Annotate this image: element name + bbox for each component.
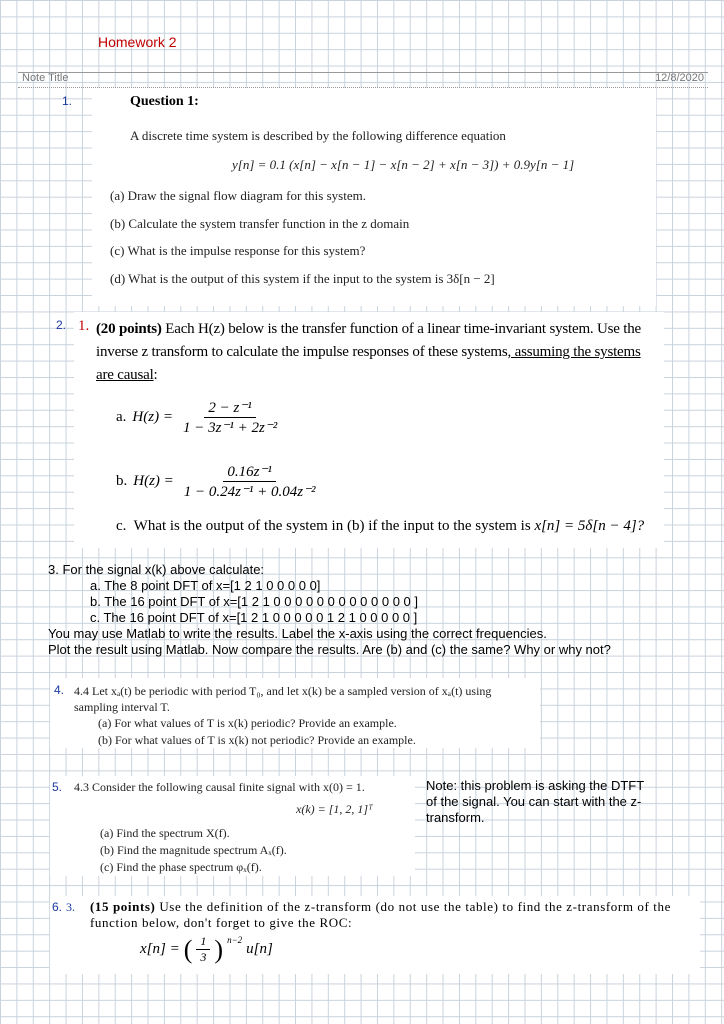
question-5-text: 4.3 Consider the following causal finite signal with x(0) = 1. xyxy=(74,780,365,794)
question-5-equation: x(k) = [1, 2, 1]ᵀ xyxy=(296,802,373,816)
right-paren: ) xyxy=(214,934,224,964)
question-3-b: b. The 16 point DFT of x=[1 2 1 0 0 0 0 0 0 0 0 0 0 0 0 0 ] xyxy=(90,594,418,609)
question-5-c: (c) Find the phase spectrum φₓ(f). xyxy=(100,860,262,874)
question-1-number: 1. xyxy=(62,94,73,108)
question-2-number: 2. xyxy=(56,318,67,332)
question-6-frac-num: 1 xyxy=(196,934,210,950)
part-a-fraction xyxy=(179,398,281,437)
question-6-body: Use the definition of the z-transform (do not use the table) to find the z-transform of the function below, don't forget to give the ROC: xyxy=(90,899,671,930)
part-a-lhs: H(z) = xyxy=(132,409,173,425)
question-3 xyxy=(48,562,611,658)
question-3-intro: 3. For the signal x(k) above calculate: xyxy=(48,562,265,577)
question-3-a: a. The 8 point DFT of x=[1 2 1 0 0 0 0 0] xyxy=(90,578,321,593)
question-6-frac-den: 3 xyxy=(200,950,207,964)
question-2-text xyxy=(96,318,656,387)
question-2-part-a xyxy=(116,398,281,437)
question-2-body: Each H(z) below is the transfer function of a linear time-invariant system. Use the inverse z transform to calculate the impulse responses of these systems xyxy=(96,321,642,360)
question-6-lhs: x[n] = xyxy=(140,941,180,957)
question-2-marker: 1. xyxy=(78,318,90,334)
question-1-part-b: (b) Calculate the system transfer function in the z domain xyxy=(110,216,410,231)
question-6-text xyxy=(90,899,690,931)
question-4-number: 4. xyxy=(54,683,65,697)
question-2-part-c xyxy=(116,518,644,535)
question-2-underlined: , assuming the systems are causal xyxy=(96,344,641,383)
left-paren: ( xyxy=(183,934,193,964)
part-a-numerator: 2 − z⁻¹ xyxy=(204,398,255,418)
question-6-fraction xyxy=(196,934,210,965)
part-b-fraction xyxy=(180,462,320,501)
part-b-label: b. xyxy=(116,473,128,489)
question-1-part-d: (d) What is the output of this system if the input to the system is 3δ[n − 2] xyxy=(110,271,495,286)
note-date: 12/8/2020 xyxy=(655,72,704,84)
part-c-label: c. xyxy=(116,518,127,534)
question-6-marker: 3. xyxy=(66,900,75,914)
question-5-number: 5. xyxy=(52,780,63,794)
question-4-text: 4.4 Let xₐ(t) be periodic with period T₀, and let x(k) be a sampled version of xₐ(t) using sampling interval T. xyxy=(74,684,492,714)
question-3-line1: You may use Matlab to write the results. Label the x-axis using the correct frequencies. xyxy=(48,626,547,641)
question-2-part-b xyxy=(116,462,320,501)
question-6-points: (15 points) xyxy=(90,899,156,914)
question-4-b: (b) For what values of T is x(k) not periodic? Provide an example. xyxy=(98,733,416,747)
question-5-a: (a) Find the spectrum X(f). xyxy=(100,826,230,840)
question-1-part-c: (c) What is the impulse response for this system? xyxy=(110,243,366,258)
part-b-numerator: 0.16z⁻¹ xyxy=(223,462,276,482)
question-1-intro: A discrete time system is described by the following difference equation xyxy=(130,128,506,143)
question-2-points: (20 points) xyxy=(96,321,162,337)
question-2-colon: : xyxy=(153,367,158,383)
part-a-label: a. xyxy=(116,409,127,425)
question-1-equation: y[n] = 0.1 (x[n] − x[n − 1] − x[n − 2] + x[n − 3]) + 0.9y[n − 1] xyxy=(232,157,575,172)
question-6-exponent: n−2 xyxy=(227,934,243,945)
question-3-c: c. The 16 point DFT of x=[1 2 1 0 0 0 0 0 1 2 1 0 0 0 0 0 ] xyxy=(90,610,418,625)
page-title: Homework 2 xyxy=(98,34,177,50)
note-title-label: Note Title xyxy=(22,72,69,84)
question-5-note: Note: this problem is asking the DTFT of the signal. You can start with the z-transform. xyxy=(426,778,644,825)
question-4-a: (a) For what values of T is x(k) periodic? Provide an example. xyxy=(98,716,397,730)
question-1-heading: Question 1: xyxy=(130,94,199,109)
question-3-line2: Plot the result using Matlab. Now compare the results. Are (b) and (c) the same? Why or why not? xyxy=(48,642,611,657)
question-6-number: 6. xyxy=(52,900,63,914)
part-c-expression: x[n] = 5δ[n − 4]? xyxy=(534,518,645,534)
question-6-rhs: u[n] xyxy=(246,941,273,957)
question-6-formula xyxy=(140,934,273,965)
question-5-b: (b) Find the magnitude spectrum Aₓ(f). xyxy=(100,843,287,857)
part-b-denominator: 1 − 0.24z⁻¹ + 0.04z⁻² xyxy=(183,484,316,500)
note-header-bar xyxy=(18,72,708,88)
part-c-text: What is the output of the system in (b) if the input to the system is xyxy=(133,518,531,534)
question-1-part-a: (a) Draw the signal flow diagram for this system. xyxy=(110,188,366,203)
part-b-lhs: H(z) = xyxy=(133,473,174,489)
part-a-denominator: 1 − 3z⁻¹ + 2z⁻² xyxy=(182,420,278,436)
